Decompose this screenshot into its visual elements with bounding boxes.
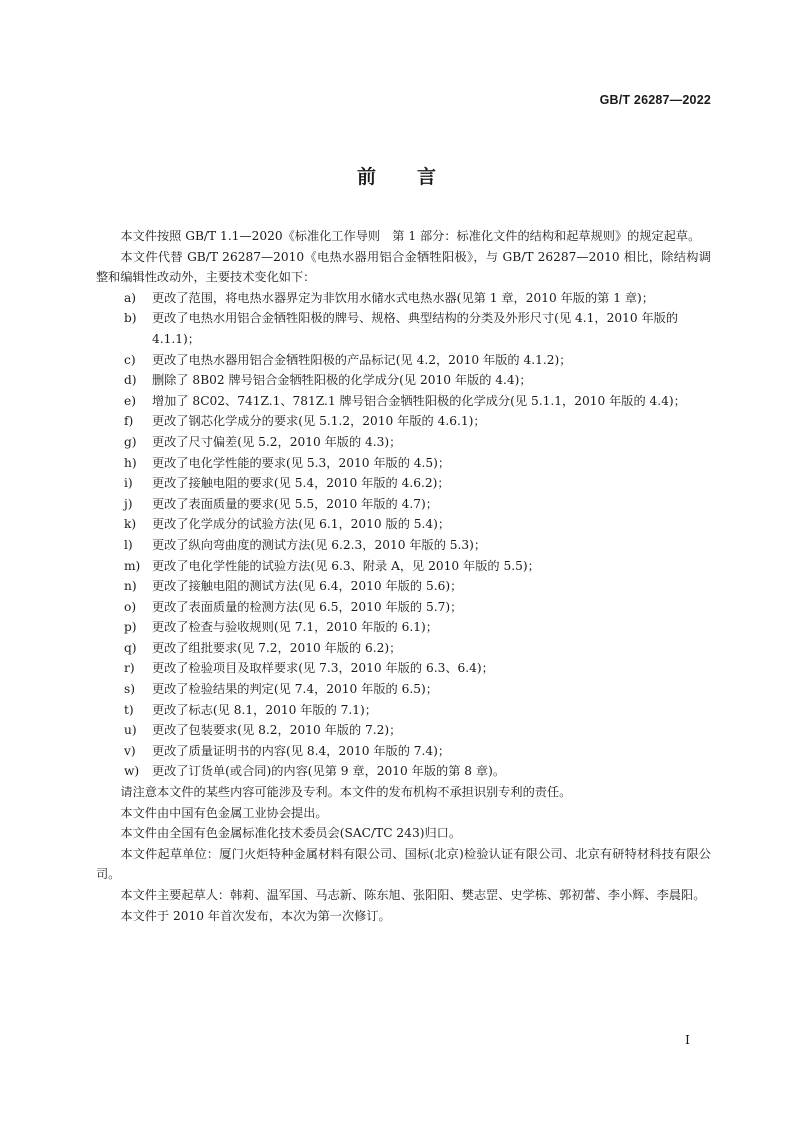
list-item-label: o)	[124, 599, 137, 614]
list-item-text: 增加了 8C02、741Z.1、781Z.1 牌号铝合金牺牲阳极的化学成分(见 5.1.1，2010 年版的 4.4)；	[152, 393, 686, 408]
list-item-text: 更改了尺寸偏差(见 5.2，2010 年版的 4.3)；	[152, 434, 402, 449]
list-item	[96, 453, 711, 474]
list-item	[96, 597, 711, 618]
list-item	[96, 535, 711, 556]
list-item-text: 更改了钢芯化学成分的要求(见 5.1.2，2010 年版的 4.6.1)；	[152, 414, 486, 429]
paragraph-drafting-units: 本文件起草单位：厦门火炬特种金属材料有限公司、国标(北京)检验认证有限公司、北京有研特材科技有限公司。	[96, 846, 711, 882]
paragraph-publication-history: 本文件于 2010 年首次发布，本次为第一次修订。	[120, 908, 391, 923]
list-item	[96, 411, 711, 432]
list-item	[96, 370, 711, 391]
list-item-label: q)	[124, 640, 137, 655]
list-item-text: 更改了化学成分的试验方法(见 6.1，2010 版的 5.4)；	[152, 517, 451, 532]
standard-number: GB/T 26287—2022	[599, 93, 711, 107]
list-item-text: 更改了范围，将电热水器界定为非饮用水储水式电热水器(见第 1 章，2010 年版的第 1 章)；	[152, 290, 654, 305]
list-item	[96, 679, 711, 700]
list-item-label: u)	[124, 723, 137, 738]
list-item-label: m)	[124, 558, 141, 573]
list-item-text: 更改了检查与验收规则(见 7.1，2010 年版的 6.1)；	[152, 620, 438, 635]
list-item-text: 更改了表面质量的要求(见 5.5，2010 年版的 4.7)；	[152, 496, 438, 511]
list-item-text: 更改了电化学性能的要求(见 5.3，2010 年版的 4.5)；	[152, 455, 451, 470]
list-item-text: 更改了接触电阻的测试方法(见 6.4，2010 年版的 5.6)；	[152, 579, 463, 594]
list-item-text: 更改了纵向弯曲度的测试方法(见 6.2.3，2010 年版的 5.3)；	[152, 537, 487, 552]
page-title: 前 言	[356, 166, 437, 188]
list-item	[96, 741, 711, 762]
list-item	[96, 350, 711, 371]
list-item-label: e)	[124, 393, 136, 408]
list-item	[96, 761, 711, 782]
list-item	[96, 308, 711, 349]
list-item-label: g)	[124, 434, 137, 449]
list-item-label: v)	[124, 743, 136, 758]
paragraph-patent-notice: 请注意本文件的某些内容可能涉及专利。本文件的发布机构不承担识别专利的责任。	[120, 785, 572, 800]
document-body	[96, 226, 711, 926]
list-item-label: n)	[124, 579, 137, 594]
list-item-label: p)	[124, 620, 137, 635]
list-item	[96, 556, 711, 577]
list-item-text: 更改了组批要求(见 7.2，2010 年版的 6.2)；	[152, 640, 402, 655]
list-item-label: d)	[124, 373, 137, 388]
list-item-label: f)	[124, 414, 134, 429]
list-item-label: b)	[124, 311, 137, 326]
list-item-text: 更改了标志(见 8.1，2010 年版的 7.1)；	[152, 702, 377, 717]
list-item-text: 更改了质量证明书的内容(见 8.4，2010 年版的 7.4)；	[152, 743, 451, 758]
list-item-text: 更改了接触电阻的要求(见 5.4，2010 年版的 4.6.2)；	[152, 476, 450, 491]
list-item-text: 更改了包装要求(见 8.2，2010 年版的 7.2)；	[152, 723, 402, 738]
paragraph-proposer: 本文件由中国有色金属工业协会提出。	[120, 805, 328, 820]
paragraph-technical-committee: 本文件由全国有色金属标准化技术委员会(SAC/TC 243)归口。	[120, 826, 462, 841]
changes-list	[96, 288, 711, 782]
paragraph-drafting-basis: 本文件按照 GB/T 1.1—2020《标准化工作导则 第 1 部分：标准化文件的结构和起草规则》的规定起草。	[120, 229, 701, 243]
list-item-text: 更改了检验结果的判定(见 7.4，2010 年版的 6.5)；	[152, 682, 438, 697]
list-item-label: h)	[124, 455, 137, 470]
list-item-text: 更改了表面质量的检测方法(见 6.5，2010 年版的 5.7)；	[152, 599, 463, 614]
list-item-label: s)	[124, 682, 136, 697]
list-item	[96, 720, 711, 741]
list-item	[96, 391, 711, 412]
list-item	[96, 658, 711, 679]
list-item-label: c)	[124, 352, 136, 367]
list-item-text: 更改了电热水用铝合金牺牲阳极的牌号、规格、典型结构的分类及外形尺寸(见 4.1，2010 年版的 4.1.1)；	[152, 311, 679, 346]
list-item	[96, 617, 711, 638]
list-item	[96, 700, 711, 721]
paragraph-replacement: 本文件代替 GB/T 26287—2010《电热水器用铝合金牺牲阳极》，与 GB/T 26287—2010 相比，除结构调整和编辑性改动外，主要技术变化如下：	[96, 249, 711, 285]
list-item	[96, 514, 711, 535]
paragraph-drafters: 本文件主要起草人：韩莉、温军国、马志新、陈东旭、张阳阳、樊志罡、史学栋、郭初蕾、李小辉、李晨阳。	[120, 888, 706, 902]
list-item-text: 更改了订货单(或合同)的内容(见第 9 章，2010 年版的第 8 章)。	[152, 764, 506, 779]
list-item-label: j)	[124, 496, 133, 511]
list-item-text: 更改了电热水器用铝合金牺牲阳极的产品标记(见 4.2，2010 年版的 4.1.2)；	[152, 352, 572, 367]
list-item-label: a)	[124, 290, 137, 305]
list-item	[96, 288, 711, 309]
list-item-label: i)	[124, 476, 133, 491]
list-item	[96, 638, 711, 659]
list-item-text: 删除了 8B02 牌号铝合金牺牲阳极的化学成分(见 2010 年版的 4.4)；	[152, 373, 532, 388]
page-number: I	[685, 1032, 690, 1047]
list-item-label: r)	[124, 661, 135, 676]
list-item	[96, 576, 711, 597]
list-item-label: l)	[124, 537, 133, 552]
list-item-label: k)	[124, 517, 137, 532]
list-item-text: 更改了检验项目及取样要求(见 7.3，2010 年版的 6.3、6.4)；	[152, 661, 494, 676]
list-item-label: w)	[124, 764, 140, 779]
list-item	[96, 473, 711, 494]
list-item-label: t)	[124, 702, 134, 717]
list-item	[96, 432, 711, 453]
list-item-text: 更改了电化学性能的试验方法(见 6.3、附录 A，见 2010 年版的 5.5)；	[152, 558, 540, 573]
list-item	[96, 494, 711, 515]
